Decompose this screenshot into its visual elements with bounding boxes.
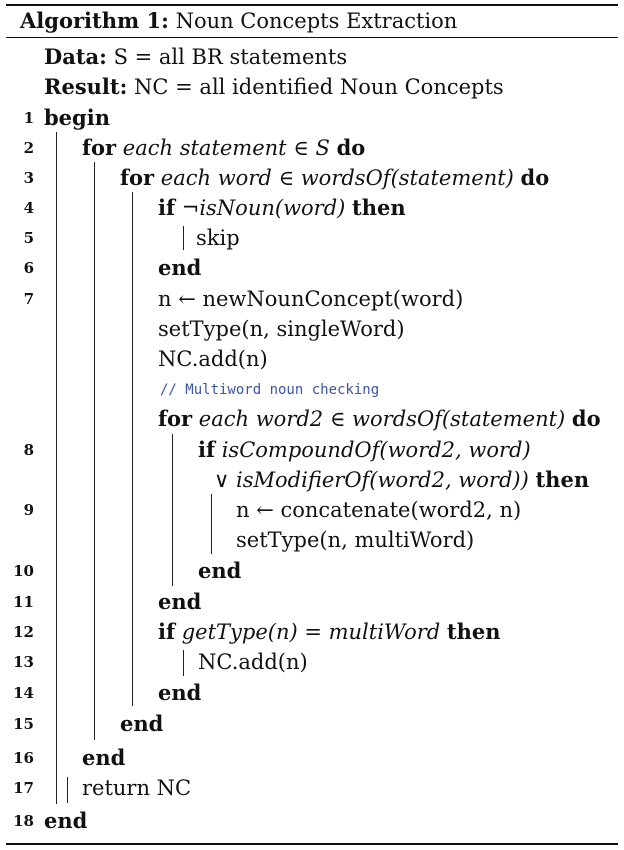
keyword-begin: begin bbox=[44, 105, 110, 130]
keyword-end: end bbox=[198, 558, 242, 583]
line-number: 11 bbox=[13, 593, 34, 611]
result-text: NC = all identified Noun Concepts bbox=[134, 75, 504, 99]
bottom-rule bbox=[6, 843, 618, 845]
caption-rule bbox=[6, 37, 618, 38]
data-label: Data: bbox=[44, 44, 107, 69]
if-condition: isNoun(word) bbox=[199, 196, 346, 220]
keyword-for: for bbox=[158, 406, 193, 431]
block-bar-if-noun bbox=[183, 226, 184, 250]
block-bar-if-compound bbox=[211, 494, 212, 554]
line-number: 16 bbox=[13, 749, 34, 767]
line-number: 6 bbox=[23, 259, 34, 277]
loop-condition: each word2 ∈ wordsOf(statement) bbox=[198, 407, 566, 431]
keyword-then: then bbox=[535, 467, 590, 492]
block-bar-for-word2 bbox=[172, 434, 173, 586]
statement: setType(n, multiWord) bbox=[236, 528, 475, 552]
if-condition: isModifierOf(word2, word)) bbox=[236, 468, 529, 492]
line-number: 9 bbox=[23, 501, 34, 519]
statement-skip: skip bbox=[196, 226, 240, 250]
result-label: Result: bbox=[44, 74, 128, 99]
keyword-end: end bbox=[44, 808, 88, 833]
loop-condition: each word ∈ wordsOf(statement) bbox=[160, 166, 514, 190]
if-condition: isCompoundOf(word2, word) bbox=[221, 438, 531, 462]
line-number: 17 bbox=[13, 779, 34, 797]
line-number: 3 bbox=[23, 169, 34, 187]
line-number: 1 bbox=[23, 109, 34, 127]
keyword-end: end bbox=[120, 711, 164, 736]
line-number: 18 bbox=[13, 812, 34, 830]
caption-title: Noun Concepts Extraction bbox=[175, 9, 458, 33]
statement: NC.add(n) bbox=[158, 347, 268, 371]
line-number: 4 bbox=[23, 199, 34, 217]
keyword-if: if bbox=[198, 437, 216, 462]
keyword-do: do bbox=[336, 135, 366, 160]
block-bar-for-statement bbox=[94, 162, 95, 740]
if-condition: getType(n) = multiWord bbox=[181, 620, 441, 644]
algorithm-caption bbox=[20, 8, 457, 34]
block-bar-begin bbox=[56, 132, 57, 804]
keyword-if: if bbox=[158, 619, 176, 644]
line-number: 12 bbox=[13, 623, 34, 641]
keyword-for: for bbox=[120, 165, 155, 190]
statement: NC.add(n) bbox=[198, 650, 308, 674]
data-text: S = all BR statements bbox=[113, 45, 348, 69]
block-bar-return bbox=[67, 777, 68, 803]
top-rule bbox=[6, 4, 618, 6]
line-number: 10 bbox=[13, 562, 34, 580]
keyword-if: if bbox=[158, 195, 176, 220]
statement: setType(n, singleWord) bbox=[158, 317, 405, 341]
statement: n ← newNounConcept(word) bbox=[158, 287, 464, 311]
keyword-end: end bbox=[158, 680, 202, 705]
or-symbol: ∨ bbox=[214, 468, 237, 492]
line-number: 8 bbox=[23, 441, 34, 459]
line-number: 15 bbox=[13, 715, 34, 733]
block-bar-if-multiword bbox=[183, 650, 184, 676]
keyword-for: for bbox=[82, 135, 117, 160]
keyword-do: do bbox=[571, 406, 601, 431]
loop-condition: each statement ∈ S bbox=[122, 136, 330, 160]
negation-symbol: ¬ bbox=[181, 196, 200, 220]
keyword-then: then bbox=[352, 195, 406, 220]
block-bar-for-word bbox=[132, 192, 133, 706]
statement-return: return NC bbox=[82, 776, 192, 800]
comment: // Multiword noun checking bbox=[160, 382, 380, 398]
line-number: 14 bbox=[13, 684, 34, 702]
keyword-end: end bbox=[82, 745, 126, 770]
line-number: 7 bbox=[23, 290, 34, 308]
line-number: 2 bbox=[23, 139, 34, 157]
caption-label: Algorithm 1: bbox=[20, 8, 169, 33]
keyword-do: do bbox=[520, 165, 550, 190]
line-number: 13 bbox=[13, 653, 34, 671]
keyword-end: end bbox=[158, 255, 202, 280]
keyword-then: then bbox=[446, 619, 501, 644]
keyword-end: end bbox=[158, 589, 202, 614]
statement: n ← concatenate(word2, n) bbox=[236, 498, 522, 522]
line-number: 5 bbox=[23, 229, 34, 247]
